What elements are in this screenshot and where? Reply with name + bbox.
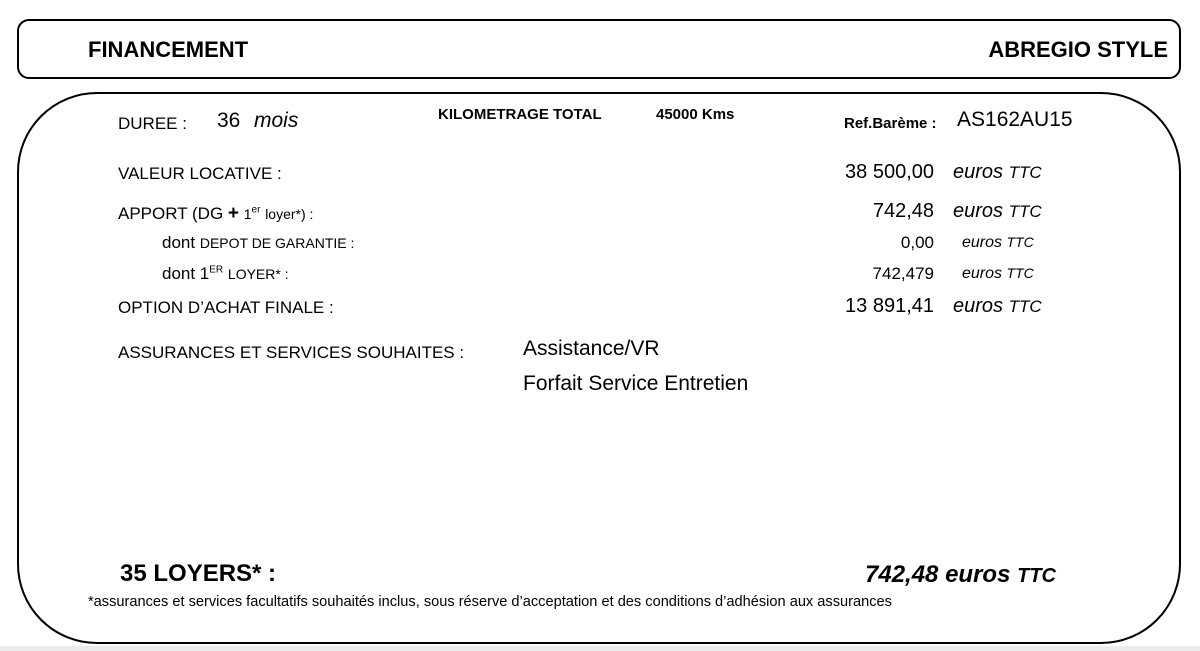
section-title: FINANCEMENT [88, 37, 249, 62]
footnote: *assurances et services facultatifs souhaités inclus, sous réserve d’acceptation et des conditions d’adhésion aux assurances [88, 594, 892, 610]
valeur-value: 38 500,00 [845, 161, 934, 183]
km-value: 45000 Kms [656, 106, 735, 123]
option-label: OPTION D’ACHAT FINALE : [118, 298, 334, 317]
ref-value: AS162AU15 [957, 108, 1073, 131]
duree-value: 36 [217, 109, 241, 132]
depot-label: dont DEPOT DE GARANTIE : [162, 233, 355, 252]
service-item: Assistance/VR [523, 337, 660, 360]
apport-label: APPORT (DG + 1er loyer*) : [118, 203, 314, 224]
total-loyers-label: 35 LOYERS* : [120, 560, 277, 587]
apport-unit: euros TTC [953, 200, 1042, 222]
depot-unit: euros TTC [962, 234, 1034, 251]
premier-loyer-value: 742,479 [872, 264, 934, 283]
km-label: KILOMETRAGE TOTAL [438, 106, 602, 123]
services-label: ASSURANCES ET SERVICES SOUHAITES : [118, 343, 465, 362]
premier-loyer-label: dont 1ER LOYER* : [162, 264, 289, 283]
premier-loyer-unit: euros TTC [962, 265, 1034, 282]
apport-value: 742,48 [872, 200, 934, 222]
valeur-label: VALEUR LOCATIVE : [118, 164, 282, 183]
option-value: 13 891,41 [845, 295, 934, 317]
ref-label: Ref.Barème : [844, 115, 937, 132]
duree-unit: mois [254, 109, 299, 132]
total-loyers-value: 742,48 euros TTC [865, 561, 1056, 588]
depot-value: 0,00 [900, 233, 934, 252]
service-item: Forfait Service Entretien [523, 372, 749, 395]
option-unit: euros TTC [953, 295, 1042, 317]
page-bottom-edge [0, 646, 1200, 651]
valeur-unit: euros TTC [953, 161, 1042, 183]
duree-label: DUREE : [118, 114, 187, 133]
model-name: ABREGIO STYLE [988, 37, 1168, 62]
